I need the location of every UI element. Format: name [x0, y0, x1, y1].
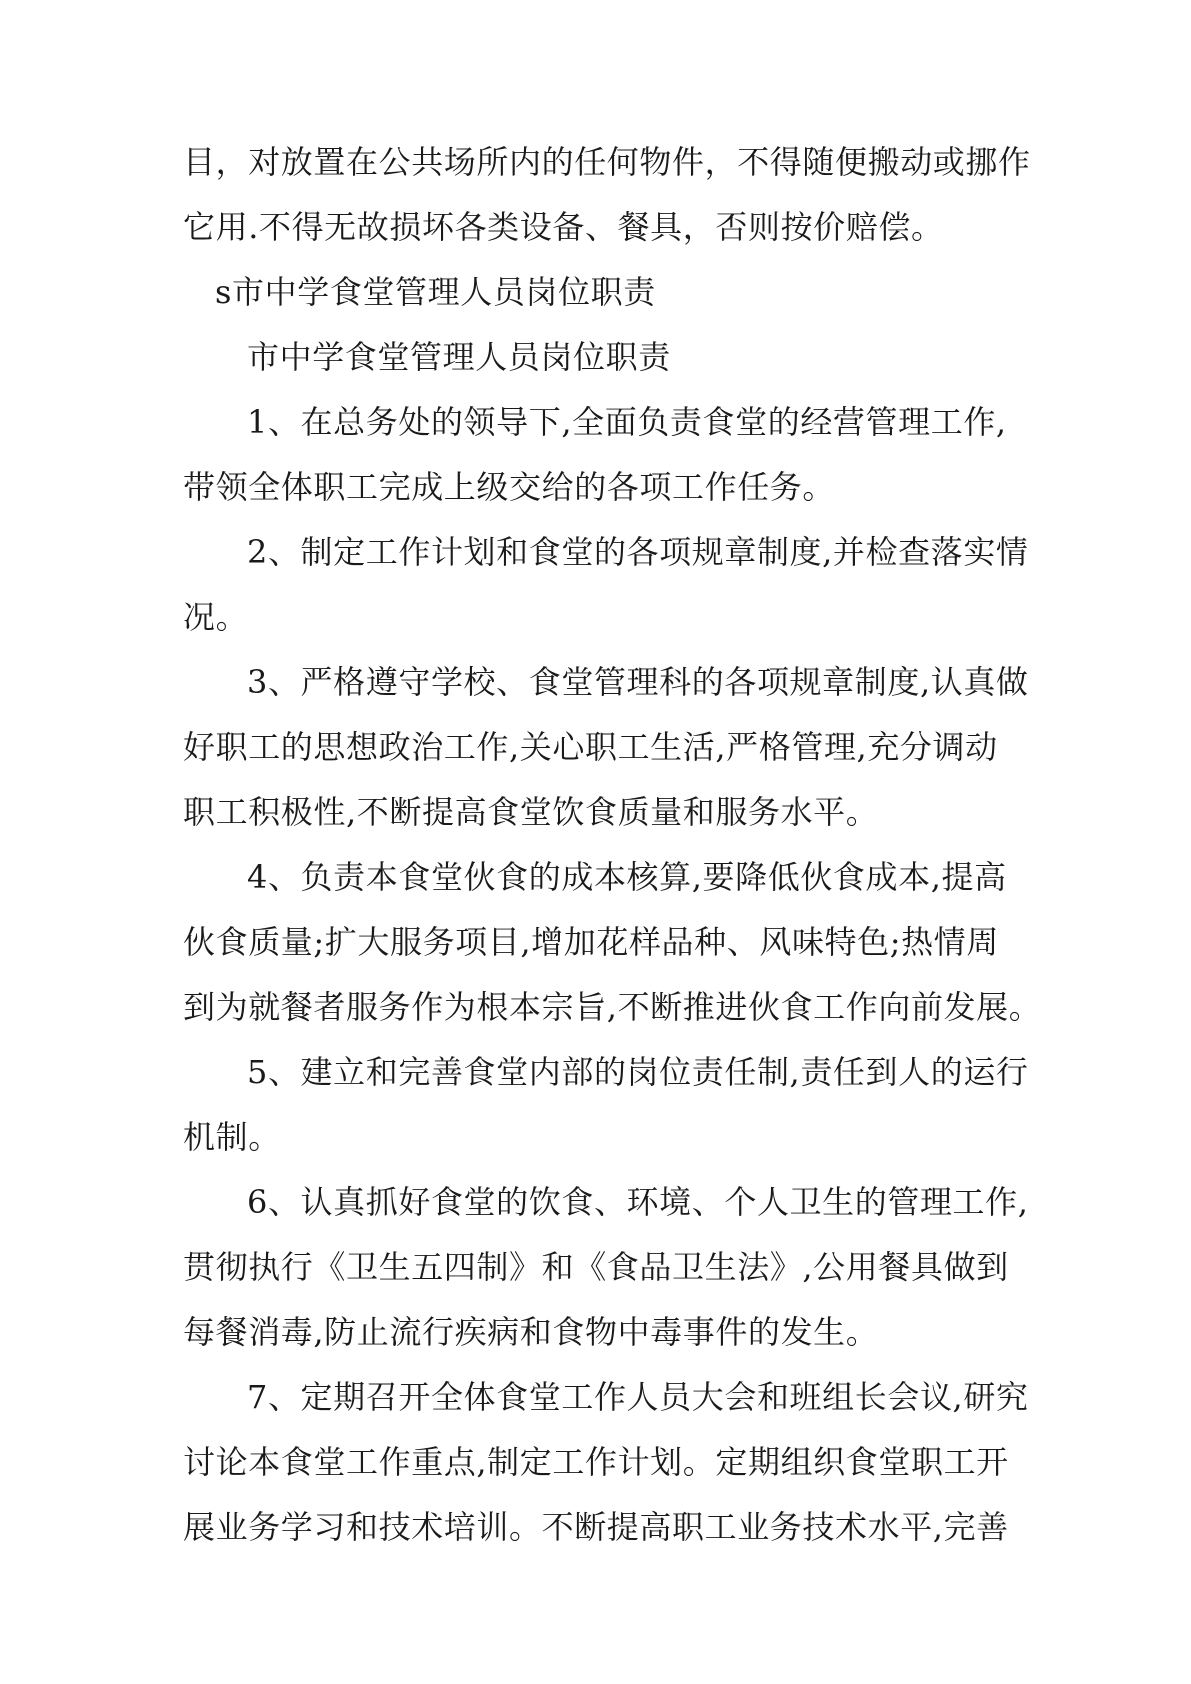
paragraph-7-line-3: 展业务学习和技术培训。不断提高职工业务技术水平,完善 [183, 1508, 1009, 1546]
text-line: 它用.不得无故损坏各类设备、餐具，否则按价赔偿。 [183, 208, 944, 246]
paragraph-4-line-2: 伙食质量;扩大服务项目,增加花样品种、风味特色;热情周 [183, 923, 999, 961]
paragraph-7-line-1: 7、定期召开全体食堂工作人员大会和班组长会议,研究 [247, 1378, 1029, 1416]
paragraph-2-line-1: 2、制定工作计划和食堂的各项规章制度,并检查落实情 [247, 533, 1029, 571]
paragraph-5-line-1: 5、建立和完善食堂内部的岗位责任制,责任到人的运行 [247, 1053, 1029, 1091]
paragraph-5-line-2: 机制。 [183, 1118, 281, 1156]
paragraph-2-line-2: 况。 [183, 598, 249, 636]
paragraph-6-line-1: 6、认真抓好食堂的饮食、环境、个人卫生的管理工作, [247, 1183, 1029, 1221]
paragraph-4-line-1: 4、负责本食堂伙食的成本核算,要降低伙食成本,提高 [247, 858, 1007, 896]
paragraph-1-line-2: 带领全体职工完成上级交给的各项工作任务。 [183, 468, 836, 506]
paragraph-6-line-3: 每餐消毒,防止流行疾病和食物中毒事件的发生。 [183, 1313, 879, 1351]
paragraph-3-line-3: 职工积极性,不断提高食堂饮食质量和服务水平。 [183, 793, 879, 831]
section-heading: 市中学食堂管理人员岗位职责 [247, 338, 671, 376]
paragraph-4-line-3: 到为就餐者服务作为根本宗旨,不断推进伙食工作向前发展。 [183, 988, 1042, 1026]
document-body [183, 138, 1042, 1551]
paragraph-6-line-2: 贯彻执行《卫生五四制》和《食品卫生法》,公用餐具做到 [183, 1248, 1009, 1286]
paragraph-3-line-1: 3、严格遵守学校、食堂管理科的各项规章制度,认真做 [247, 663, 1029, 701]
document-title-small: s市中学食堂管理人员岗位职责 [215, 273, 656, 311]
paragraph-7-line-2: 讨论本食堂工作重点,制定工作计划。定期组织食堂职工开 [183, 1443, 1009, 1481]
text-line: 目，对放置在公共场所内的任何物件，不得随便搬动或挪作 [183, 143, 1031, 181]
paragraph-1-line-1: 1、在总务处的领导下,全面负责食堂的经营管理工作, [247, 403, 1007, 441]
paragraph-3-line-2: 好职工的思想政治工作,关心职工生活,严格管理,充分调动 [183, 728, 998, 766]
